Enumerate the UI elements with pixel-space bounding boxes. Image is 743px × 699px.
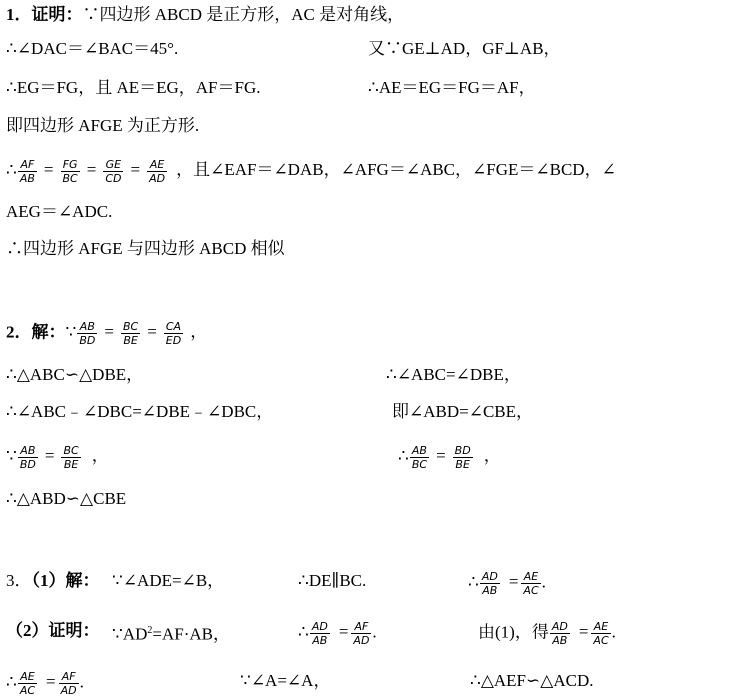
fraction: $\frac{AD}{AB}$ [481,570,498,597]
p2-line2-left: ∴△ABC∽△DBE， [6,365,144,384]
fraction: $\frac{AB}{BD}$ [19,444,36,471]
p3-line2-col3: 由(1)，得 $\frac{AD}{AB}$ = $\frac{AE}{AC}$ . [478,620,616,647]
fraction: $\frac{AE}{AC}$ [523,570,539,597]
fraction: $\frac{BD}{BE}$ [454,444,471,471]
p2-line3-right: 即∠ABD=∠CBE， [392,402,534,421]
p2-line3-left: ∴∠ABC﹣∠DBC=∠DBE﹣∠DBC， [6,402,274,421]
p1-line5-prefix: ∴ [6,160,17,180]
fraction: $\frac{AD}{AB}$ [311,620,328,647]
p1-line5-suffix: ，且∠EAF＝∠DAB，∠AFG＝∠ABC，∠FGE＝∠BCD，∠ [176,160,616,180]
p3-line3-col2: ∵∠A=∠A， [240,671,331,690]
p2-line4-left: ∵ $\frac{AB}{BD}$ = $\frac{BC}{BE}$ ， [6,444,109,471]
p3-line1-col1: ∵∠ADE=∠B， [112,571,225,590]
p3-line2-col1: $\because AD^2=AF\cdot AB$， [112,624,230,644]
fraction: $\frac{BC}{BE}$ [122,320,139,347]
fraction: $\frac{CA}{ED}$ [165,320,182,347]
p2-line1: 2．解：∵ $\frac{AB}{BD}$ = $\frac{BC}{BE}$ = $\frac{CA}{ED}$ ， [6,320,208,347]
fraction: $\frac{AE}{AC}$ [19,670,36,697]
p1-line4: 即四边形 AFGE 为正方形. [6,116,200,135]
fraction: $\frac{FG}{BC}$ [62,158,78,185]
p3-line3-col3: ∴△AEF∽△ACD. [470,671,594,690]
fraction: $\frac{AD}{AB}$ [551,620,568,647]
p3-line1-col3: ∴ $\frac{AD}{AB}$ = $\frac{AE}{AC}$ . [468,570,546,597]
p1-line3-right: ∴AE＝EG＝FG＝AF， [368,78,536,97]
p3-line1-col2: ∴DE∥BC. [298,571,367,590]
p1-label: 1．证明： [6,5,83,24]
p2-line5: ∴△ABD∽△CBE [6,489,127,508]
p3-line2-label: （2）证明： [6,621,100,640]
p1-line7: ∴四边形 AFGE 与四边形 ABCD 相似 [6,239,285,258]
p3-line1-label: 3．（1）解： [6,571,100,590]
fraction: $\frac{AE}{AC}$ [593,620,609,647]
fraction: $\frac{AF}{AB}$ [19,158,35,185]
p1-line1 [6,4,404,26]
p1-line2-right: 又∵GE⊥AD，GF⊥AB， [368,39,561,58]
fraction: $\frac{BC}{BE}$ [63,444,79,471]
p1-line3-left: ∴EG＝FG，且 AE＝EG，AF＝FG. [6,78,261,97]
fraction: $\frac{AE}{AD}$ [149,158,166,185]
fraction: $\frac{AB}{BD}$ [79,320,96,347]
fraction: $\frac{AF}{AD}$ [353,620,370,647]
p1-line6: AEG＝∠ADC. [6,202,113,221]
p1-line1-text: ∵四边形 ABCD 是正方形，AC 是对角线， [82,5,405,24]
p2-line2-right: ∴∠ABC=∠DBE， [386,365,521,384]
p3-line3-col1: ∴ $\frac{AE}{AC}$ = $\frac{AF}{AD}$ . [6,670,84,697]
fraction: $\frac{AB}{BC}$ [411,444,428,471]
p2-label: 2．解： [6,322,66,342]
fraction: $\frac{AF}{AD}$ [60,670,77,697]
p2-line4-right: ∴ $\frac{AB}{BC}$ = $\frac{BD}{BE}$ ， [398,444,501,471]
p1-line2-left: ∴∠DAC＝∠BAC＝45°. [6,39,179,58]
p1-line5: ∴ $\frac{AF}{AB}$ = $\frac{FG}{BC}$ = $\frac{GE}{CD}$ = $\frac{AE}{AD}$ ，且∠EAF＝∠DAB，∠AFG＝∠ABC，∠FGE＝∠BCD，∠ [6,158,616,185]
p3-line2-col2: ∴ $\frac{AD}{AB}$ = $\frac{AF}{AD}$ . [298,620,377,647]
fraction: $\frac{GE}{CD}$ [105,158,122,185]
